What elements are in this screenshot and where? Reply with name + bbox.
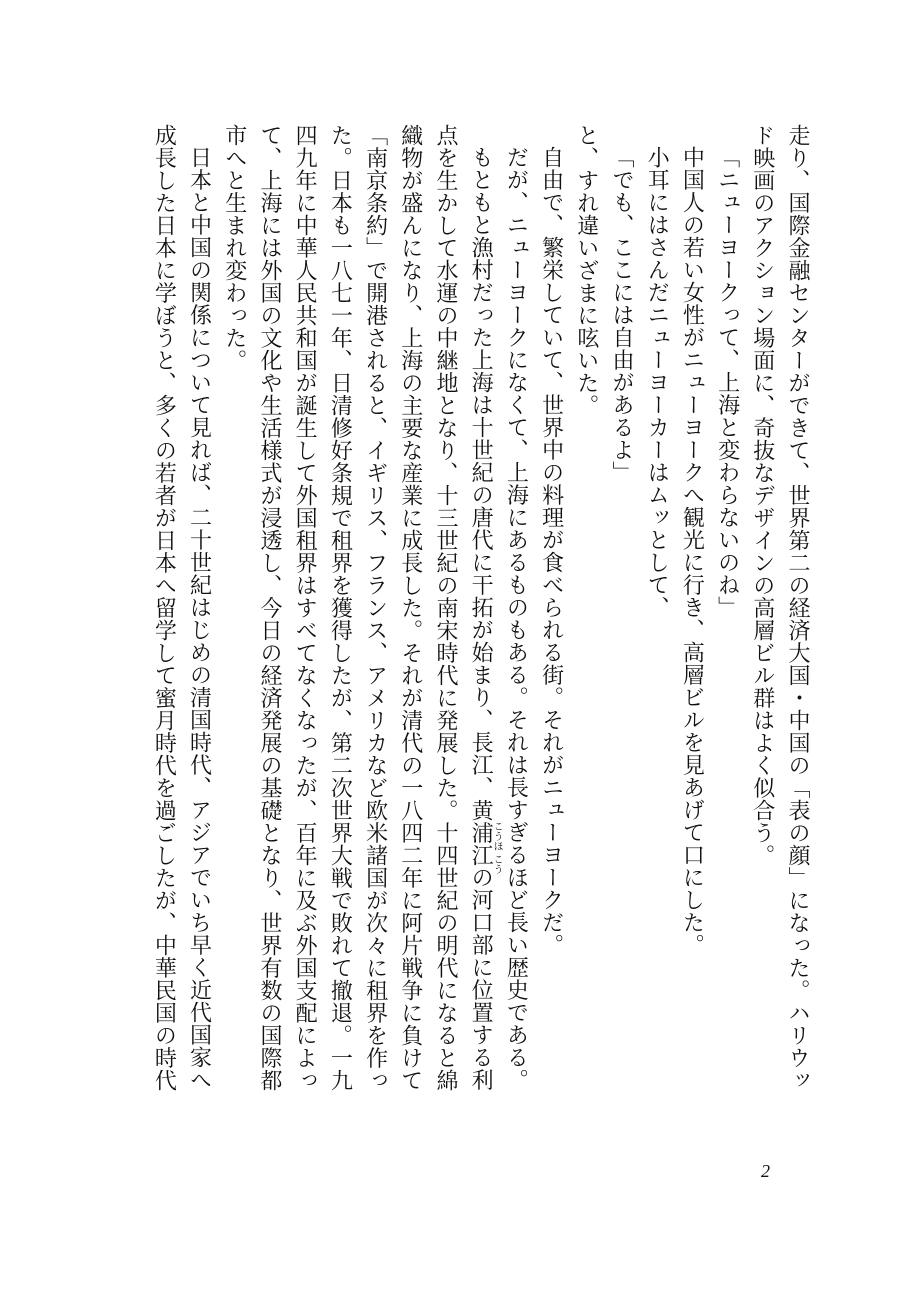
- text-line: 点を生かして水運の中継地となり、十三世紀の南宋時代に発展した。十四世紀の明代になると綿: [432, 124, 458, 1092]
- text-line: 「でも、ここには自由があるよ」: [608, 146, 634, 484]
- text-line: だが、ニューヨークになくて、上海にあるものもある。それは長すぎるほど長い歴史である。: [503, 146, 529, 1091]
- ruby-word: [468, 798, 503, 874]
- vertical-text-body: [75, 124, 815, 1164]
- text-line-with-ruby: [463, 124, 503, 1164]
- text-line: 「ニューヨークって、上海と変わらないのね」: [714, 146, 740, 619]
- text-line: 小耳にはさんだニューヨーカーはムッとして、: [644, 146, 670, 619]
- text-line-segment: の河口部に位置する利: [468, 866, 494, 1091]
- text-line: 「南京条約」で開港されると、イギリス、フランス、アメリカなど欧米諸国が次々に租界を作っ: [362, 124, 388, 1092]
- text-line: 織物が盛んになり、上海の主要な産業に成長した。それが清代の一八四二年に阿片戦争に負けて: [397, 124, 423, 1092]
- text-line: ド映画のアクション場面に、奇抜なデザインの高層ビル群はよく似合う。: [749, 124, 775, 867]
- ruby-reading: こうほ こう: [491, 820, 503, 874]
- text-line: 成長した日本に学ぼうと、多くの若者が日本へ留学して蜜月時代を過ごしたが、中華民国の時代: [151, 124, 177, 1092]
- text-line: と、すれ違いざまに呟いた。: [573, 124, 599, 417]
- text-line: て、上海には外国の文化や生活様式が浸透し、今日の経済発展の基礎となり、世界有数の国際都: [256, 124, 282, 1092]
- text-line: 日本と中国の関係について見れば、二十世紀はじめの清国時代、アジアでいち早く近代国家へ: [186, 146, 212, 1091]
- text-line: 中国人の若い女性がニューヨークへ観光に行き、高層ビルを見あげて口にした。: [679, 146, 705, 956]
- page-number: 2: [761, 1161, 770, 1181]
- ruby-base: 黄浦江: [468, 798, 494, 866]
- text-line: 自由で、繁栄していて、世界中の料理が食べられる街。それがニューヨークだ。: [538, 146, 564, 956]
- text-line: 走り、国際金融センターができて、世界第二の経済大国・中国の「表の顔」になった。ハリウッ: [785, 124, 810, 1092]
- text-line-segment: もともと漁村だった上海は十世紀の唐代に干拓が始まり、長江、: [468, 146, 494, 799]
- text-line: 市へと生まれ変わった。: [221, 124, 247, 372]
- text-line: 四九年に中華人民共和国が誕生して外国租界はすべてなくなったが、百年に及ぶ外国支配によっ: [292, 124, 318, 1092]
- text-line: た。日本も一八七一年、日清修好条規で租界を獲得したが、第二次世界大戦で敗れて撤退。一九: [327, 124, 353, 1092]
